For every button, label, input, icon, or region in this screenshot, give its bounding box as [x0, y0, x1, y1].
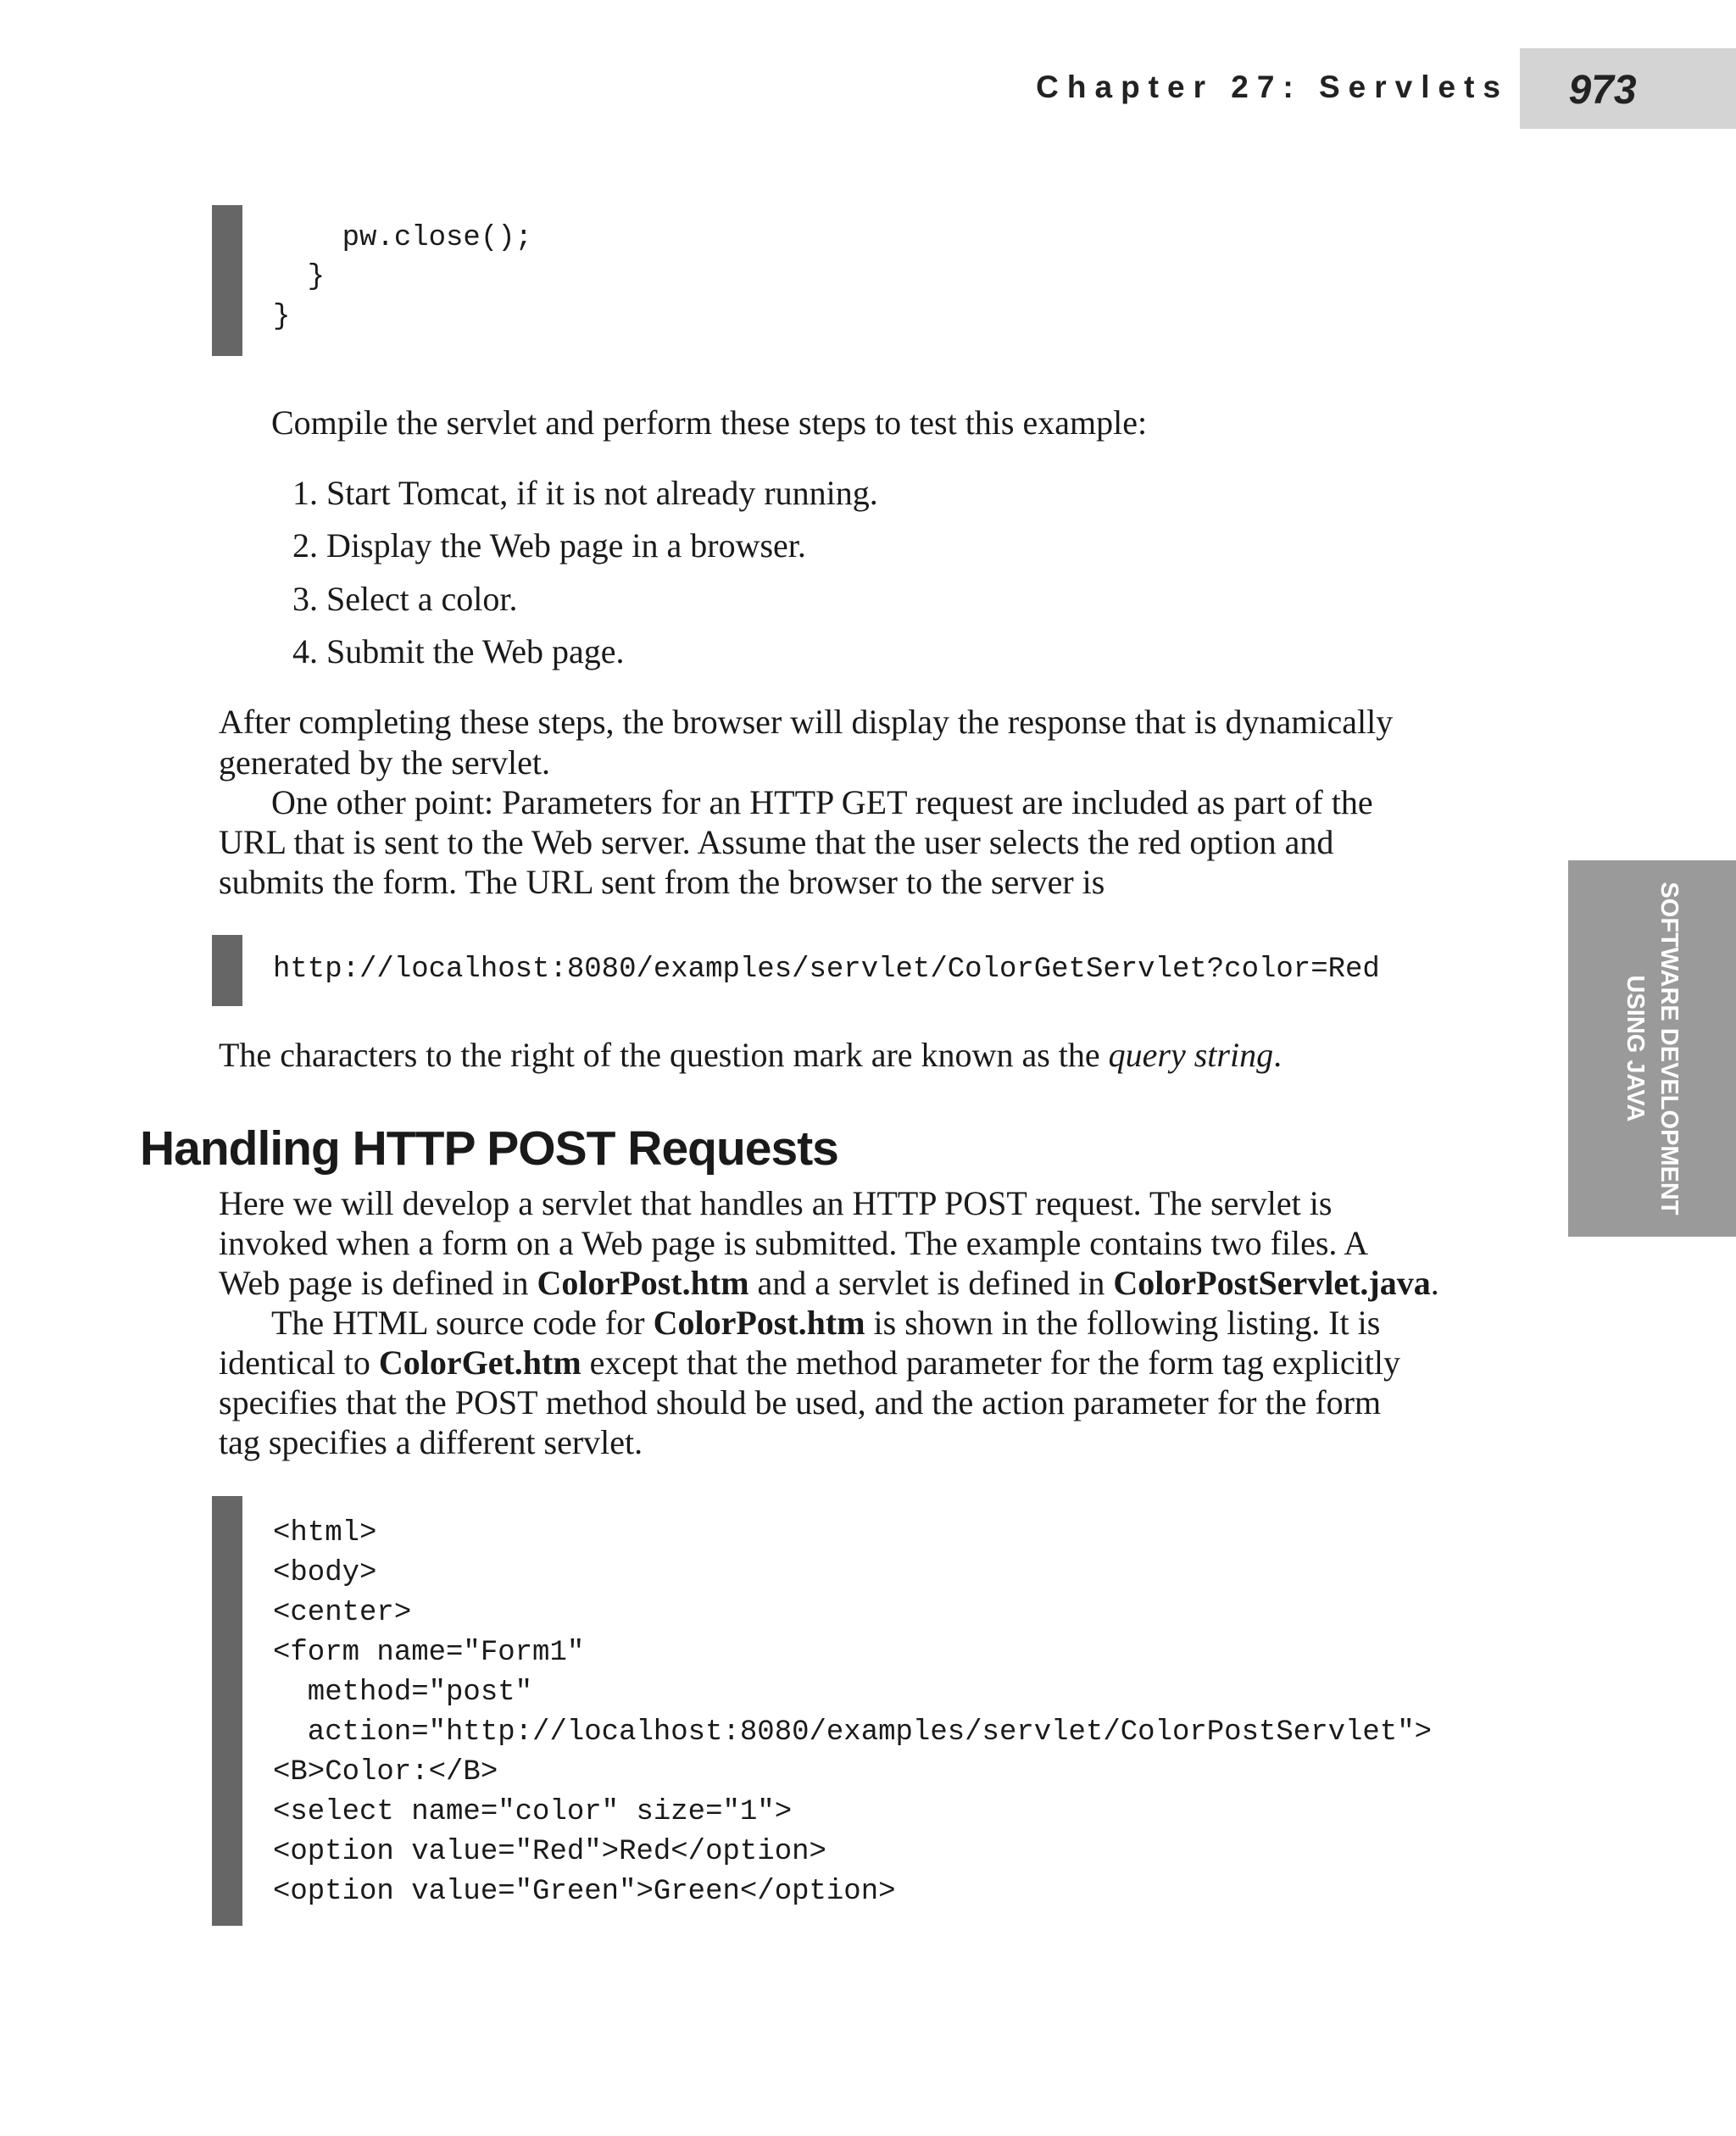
file-name: ColorPost.htm — [537, 1264, 749, 1302]
step-item: 4. Submit the Web page. — [292, 632, 625, 670]
html-source-text: The HTML source code for — [271, 1304, 654, 1342]
code-bar — [212, 1496, 242, 1926]
intro-text: Compile the servlet and perform these steps to test this example: — [271, 403, 1148, 442]
section-heading: Handling HTTP POST Requests — [140, 1121, 838, 1176]
code-line: <B>Color:</B> — [273, 1756, 498, 1788]
html-source-line: specifies that the POST method should be used, and the action parameter for the form — [219, 1383, 1382, 1421]
code-line: } — [273, 261, 326, 293]
html-source-text: identical to — [219, 1343, 379, 1382]
code-line: <body> — [273, 1557, 377, 1589]
after-steps-line: After completing these steps, the browser will display the response that is dynamically — [219, 703, 1394, 741]
html-source-line: tag specifies a different servlet. — [219, 1423, 643, 1461]
url-code-line: http://localhost:8080/examples/servlet/ColorGetServlet?color=Red — [273, 954, 1380, 986]
code-line: <form name="Form1" — [273, 1637, 585, 1669]
post-intro-text: . — [1430, 1264, 1439, 1302]
chapter-header: Chapter 27: Servlets — [1036, 70, 1509, 104]
html-source-text: except that the method parameter for the form tag explicitly — [581, 1343, 1400, 1382]
post-intro-text: and a servlet is defined in — [748, 1264, 1114, 1302]
code-line: <option value="Green">Green</option> — [273, 1876, 896, 1908]
html-source-text: is shown in the following listing. It is — [865, 1304, 1381, 1342]
code-line: <html> — [273, 1517, 377, 1549]
file-name: ColorGet.htm — [378, 1343, 581, 1382]
post-intro-text: Web page is defined in — [219, 1264, 537, 1302]
file-name: ColorPostServlet.java — [1113, 1264, 1431, 1302]
query-string-text: The characters to the right of the question mark are known as the — [219, 1036, 1109, 1074]
code-line: } — [273, 301, 291, 333]
code-line: <center> — [273, 1597, 412, 1629]
side-tab-line: USING JAVA — [1622, 975, 1649, 1122]
html-source-line — [271, 1303, 1380, 1343]
section-side-tab — [1568, 860, 1736, 1237]
get-params-line: One other point: Parameters for an HTTP GET request are included as part of the — [271, 783, 1373, 821]
code-line: action="http://localhost:8080/examples/servlet/ColorPostServlet"> — [273, 1716, 1433, 1749]
query-string-period: . — [1273, 1036, 1283, 1074]
get-params-line: submits the form. The URL sent from the browser to the server is — [219, 863, 1105, 901]
html-source-line — [219, 1343, 1400, 1382]
page-number-box — [1520, 48, 1736, 129]
side-tab-line: SOFTWARE DEVELOPMENT — [1655, 882, 1683, 1215]
query-string-sentence — [219, 1035, 1282, 1075]
code-line: pw.close(); — [273, 222, 533, 254]
code-line: method="post" — [273, 1677, 533, 1709]
post-intro-line: invoked when a form on a Web page is submitted. The example contains two files. A — [219, 1224, 1369, 1262]
code-line: <select name="color" size="1"> — [273, 1796, 793, 1828]
side-tab-text — [1568, 860, 1736, 1237]
get-params-line: URL that is sent to the Web server. Assume that the user selects the red option and — [219, 823, 1334, 861]
file-name: ColorPost.htm — [653, 1304, 865, 1342]
after-steps-line: generated by the servlet. — [219, 743, 550, 782]
code-bar — [212, 935, 242, 1006]
code-bar — [212, 205, 242, 356]
page-number: 973 — [1568, 68, 1637, 113]
post-intro-line — [219, 1263, 1439, 1303]
query-string-term: query string — [1108, 1036, 1274, 1074]
step-item: 3. Select a color. — [292, 580, 518, 618]
post-intro-line: Here we will develop a servlet that handles an HTTP POST request. The servlet is — [219, 1184, 1333, 1222]
step-item: 1. Start Tomcat, if it is not already running. — [292, 474, 878, 512]
code-line: <option value="Red">Red</option> — [273, 1836, 826, 1868]
step-item: 2. Display the Web page in a browser. — [292, 526, 806, 565]
